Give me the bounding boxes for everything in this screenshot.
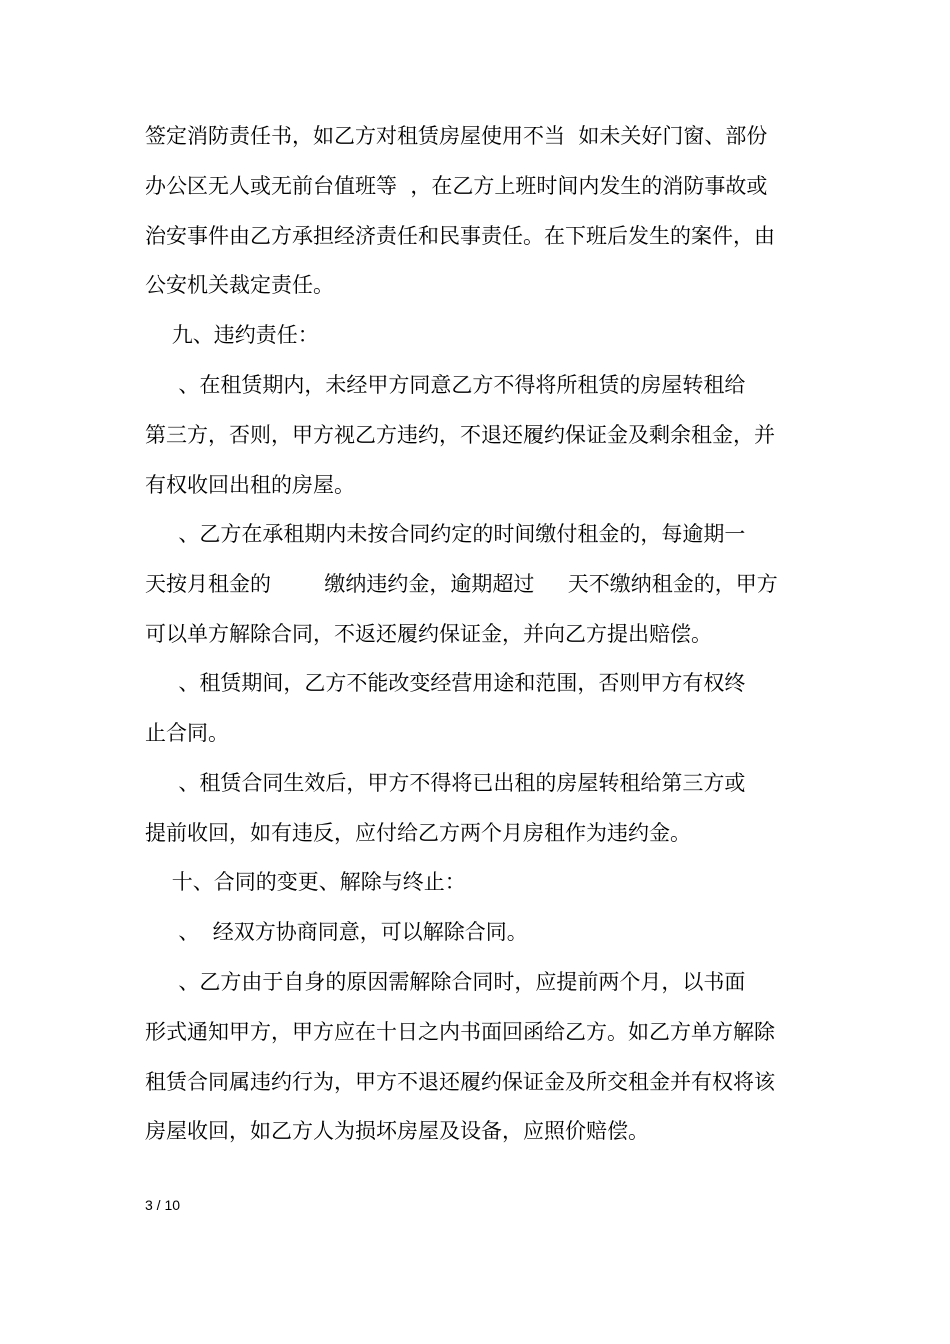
section-heading-nine: 九、违约责任： xyxy=(145,323,319,347)
text-line: 、乙方由于自身的原因需解除合同时，应提前两个月，以书面 xyxy=(145,970,746,994)
text-line: 、租赁期间，乙方不能改变经营用途和范围，否则甲方有权终 xyxy=(145,671,746,695)
text-line: 治安事件由乙方承担经济责任和民事责任。在下班后发生的案件，由 xyxy=(145,224,775,248)
text-line: 、乙方在承租期内未按合同约定的时间缴付租金的，每逾期一 xyxy=(145,522,746,546)
text-line: 签定消防责任书，如乙方对租赁房屋使用不当 如未关好门窗、部份 xyxy=(145,124,768,148)
text-line: 可以单方解除合同，不返还履约保证金，并向乙方提出赔偿。 xyxy=(145,622,712,646)
text-line: 、在租赁期内，未经甲方同意乙方不得将所租赁的房屋转租给 xyxy=(145,373,746,397)
text-line: 止合同。 xyxy=(145,721,229,745)
text-line: 第三方，否则，甲方视乙方违约，不退还履约保证金及剩余租金，并 xyxy=(145,423,775,447)
text-line: 房屋收回，如乙方人为损坏房屋及设备，应照价赔偿。 xyxy=(145,1119,649,1143)
text-line: 租赁合同属违约行为，甲方不退还履约保证金及所交租金并有权将该 xyxy=(145,1070,775,1094)
text-line: 公安机关裁定责任。 xyxy=(145,273,334,297)
text-line: 形式通知甲方，甲方应在十日之内书面回函给乙方。如乙方单方解除 xyxy=(145,1020,775,1044)
text-line: 提前收回，如有违反，应付给乙方两个月房租作为违约金。 xyxy=(145,821,691,845)
text-line: 、 经双方协商同意，可以解除合同。 xyxy=(145,920,528,944)
section-heading-ten: 十、合同的变更、解除与终止： xyxy=(145,870,466,894)
text-line: 有权收回出租的房屋。 xyxy=(145,473,355,497)
text-line: 、租赁合同生效后，甲方不得将已出租的房屋转租给第三方或 xyxy=(145,771,746,795)
page-number: 3 / 10 xyxy=(145,1197,181,1213)
text-line: 办公区无人或无前台值班等 ，在乙方上班时间内发生的消防事故或 xyxy=(145,174,768,198)
text-line: 天按月租金的 缴纳违约金，逾期超过 天不缴纳租金的，甲方 xyxy=(145,572,778,596)
